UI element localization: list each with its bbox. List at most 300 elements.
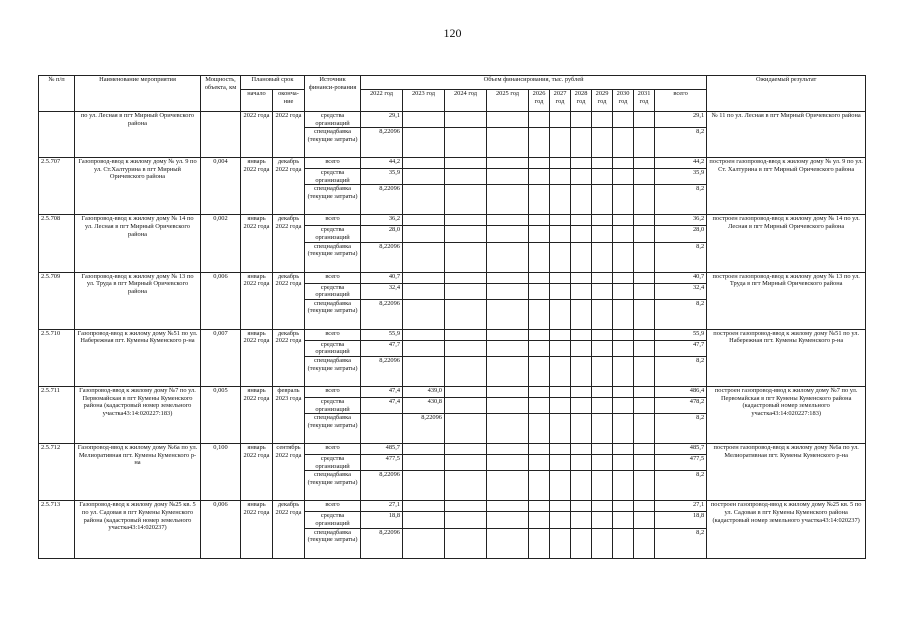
total-amount: 35,9 xyxy=(655,169,707,185)
header-year: 2031 год xyxy=(634,90,655,112)
header-num: № п/п xyxy=(39,76,75,112)
year-amount xyxy=(403,272,445,283)
year-amount xyxy=(445,226,487,242)
year-amount: 8,22096 xyxy=(403,414,445,444)
header-total: всего xyxy=(655,90,707,112)
start-date: январь 2022 года xyxy=(241,215,273,272)
row-number: 2.5.709 xyxy=(39,272,75,329)
year-amount xyxy=(613,471,634,501)
funding-source: спецнадбавка (текущие затраты) xyxy=(305,128,361,158)
total-amount: 486,4 xyxy=(655,386,707,397)
year-amount xyxy=(550,242,571,272)
year-amount xyxy=(571,501,592,512)
year-amount xyxy=(571,340,592,356)
year-amount xyxy=(487,112,529,128)
year-amount: 40,7 xyxy=(361,272,403,283)
year-amount: 485,7 xyxy=(361,444,403,455)
year-amount xyxy=(613,329,634,340)
funding-source: средства организаций xyxy=(305,397,361,413)
object-power: 0,005 xyxy=(201,386,241,443)
year-amount xyxy=(403,215,445,226)
funding-source: всего xyxy=(305,386,361,397)
object-power: 0,007 xyxy=(201,329,241,386)
year-amount xyxy=(571,215,592,226)
year-amount xyxy=(571,528,592,558)
year-amount xyxy=(613,215,634,226)
header-power: Мощность, объекта, км xyxy=(201,76,241,112)
year-amount xyxy=(571,512,592,528)
year-amount xyxy=(550,455,571,471)
year-amount xyxy=(487,283,529,299)
year-amount xyxy=(487,471,529,501)
year-amount xyxy=(592,272,613,283)
header-start: начало xyxy=(241,90,273,112)
year-amount xyxy=(445,112,487,128)
year-amount xyxy=(613,444,634,455)
year-amount xyxy=(445,329,487,340)
year-amount xyxy=(550,356,571,386)
year-amount: 44,2 xyxy=(361,158,403,169)
year-amount xyxy=(529,471,550,501)
year-amount xyxy=(529,283,550,299)
table-row xyxy=(39,329,866,340)
expected-result: построен газопровод-ввод к жилому дому № 13 по ул. Труда в пгт Мирный Оричевского района xyxy=(707,272,866,329)
year-amount xyxy=(445,501,487,512)
total-amount: 477,5 xyxy=(655,455,707,471)
measure-name: Газопровод-ввод к жилому дому № 13 по ул. Труда в пгт Мирный Оричевского района xyxy=(75,272,201,329)
year-amount xyxy=(592,414,613,444)
year-amount: 430,8 xyxy=(403,397,445,413)
measure-name: Газопровод-ввод к жилому дому №51 по ул. Набережная пгт. Кумены Куменского р-на xyxy=(75,329,201,386)
header-funding: Объем финансирования, тыс. рублей xyxy=(361,76,707,90)
year-amount: 8,22096 xyxy=(361,356,403,386)
row-number: 2.5.711 xyxy=(39,386,75,443)
year-amount: 439,0 xyxy=(403,386,445,397)
year-amount xyxy=(634,397,655,413)
year-amount xyxy=(592,329,613,340)
year-amount xyxy=(634,414,655,444)
header-period: Плановый срок xyxy=(241,76,305,90)
year-amount xyxy=(403,158,445,169)
table-row xyxy=(39,444,866,455)
year-amount xyxy=(550,397,571,413)
year-amount xyxy=(571,112,592,128)
year-amount: 8,22096 xyxy=(361,299,403,329)
start-date: январь 2022 года xyxy=(241,444,273,501)
header-year: 2027 год xyxy=(550,90,571,112)
year-amount xyxy=(592,185,613,215)
year-amount xyxy=(634,242,655,272)
year-amount xyxy=(529,128,550,158)
year-amount xyxy=(550,340,571,356)
year-amount xyxy=(634,386,655,397)
year-amount xyxy=(487,169,529,185)
row-number: 2.5.708 xyxy=(39,215,75,272)
start-date: 2022 года xyxy=(241,112,273,158)
year-amount xyxy=(445,128,487,158)
year-amount xyxy=(529,414,550,444)
year-amount xyxy=(571,455,592,471)
year-amount xyxy=(487,455,529,471)
expected-result: построен газопровод-ввод к жилому дому №7 по ул. Первомайская в пгт Кумены Куменского района (кадастровый номер земельного участка43:14:020227:183) xyxy=(707,386,866,443)
total-amount: 27,1 xyxy=(655,501,707,512)
end-date: февраль 2023 года xyxy=(273,386,305,443)
year-amount xyxy=(613,386,634,397)
year-amount: 8,22096 xyxy=(361,242,403,272)
year-amount xyxy=(403,471,445,501)
year-amount xyxy=(592,215,613,226)
year-amount xyxy=(634,272,655,283)
year-amount xyxy=(529,169,550,185)
year-amount xyxy=(592,283,613,299)
year-amount: 35,9 xyxy=(361,169,403,185)
funding-source: всего xyxy=(305,158,361,169)
total-amount: 8,2 xyxy=(655,185,707,215)
year-amount xyxy=(403,444,445,455)
year-amount xyxy=(403,501,445,512)
funding-source: средства организаций xyxy=(305,512,361,528)
funding-source: средства организаций xyxy=(305,455,361,471)
year-amount xyxy=(445,528,487,558)
row-number: 2.5.712 xyxy=(39,444,75,501)
year-amount: 28,0 xyxy=(361,226,403,242)
year-amount xyxy=(487,512,529,528)
year-amount xyxy=(634,501,655,512)
year-amount xyxy=(550,169,571,185)
total-amount: 8,2 xyxy=(655,242,707,272)
row-number: 2.5.713 xyxy=(39,501,75,558)
year-amount xyxy=(445,340,487,356)
year-amount xyxy=(592,386,613,397)
year-amount xyxy=(634,158,655,169)
year-amount xyxy=(592,455,613,471)
total-amount: 32,4 xyxy=(655,283,707,299)
year-amount xyxy=(403,356,445,386)
header-end: оконча-ние xyxy=(273,90,305,112)
year-amount xyxy=(403,512,445,528)
year-amount xyxy=(550,128,571,158)
table-row xyxy=(39,501,866,512)
year-amount xyxy=(445,455,487,471)
year-amount xyxy=(634,444,655,455)
year-amount xyxy=(487,340,529,356)
year-amount xyxy=(529,272,550,283)
year-amount xyxy=(529,356,550,386)
header-year: 2028 год xyxy=(571,90,592,112)
object-power: 0,100 xyxy=(201,444,241,501)
year-amount xyxy=(529,528,550,558)
year-amount xyxy=(550,528,571,558)
year-amount xyxy=(550,386,571,397)
year-amount xyxy=(487,158,529,169)
measure-name: Газопровод-ввод к жилому дому №25 кв. 5 по ул. Садовая в пгт Кумены Куменского района (кадастровый номер земельного участка43:14:020237) xyxy=(75,501,201,558)
total-amount: 36,2 xyxy=(655,215,707,226)
year-amount xyxy=(445,414,487,444)
year-amount: 47,4 xyxy=(361,386,403,397)
header-year: 2024 год xyxy=(445,90,487,112)
year-amount xyxy=(487,329,529,340)
table-row xyxy=(39,386,866,397)
expected-result: № 11 по ул. Лесная в пгт Мирный Оричевского района xyxy=(707,112,866,158)
start-date: январь 2022 года xyxy=(241,501,273,558)
funding-source: всего xyxy=(305,501,361,512)
header-year: 2026 год xyxy=(529,90,550,112)
year-amount xyxy=(487,242,529,272)
funding-source: средства организаций xyxy=(305,112,361,128)
object-power xyxy=(201,112,241,158)
year-amount: 8,22096 xyxy=(361,185,403,215)
expected-result: построен газопровод-ввод к жилому дому №25 кв. 5 по ул. Садовая в пгт Кумены Куменского района (кадастровый номер земельного участка43:14:020237) xyxy=(707,501,866,558)
year-amount xyxy=(571,329,592,340)
year-amount xyxy=(634,528,655,558)
year-amount xyxy=(487,397,529,413)
funding-source: средства организаций xyxy=(305,283,361,299)
year-amount xyxy=(445,283,487,299)
end-date: декабрь 2022 года xyxy=(273,501,305,558)
year-amount xyxy=(592,299,613,329)
year-amount xyxy=(613,272,634,283)
year-amount xyxy=(550,444,571,455)
year-amount xyxy=(613,414,634,444)
year-amount xyxy=(487,128,529,158)
year-amount xyxy=(529,215,550,226)
year-amount xyxy=(571,397,592,413)
funding-source: всего xyxy=(305,329,361,340)
year-amount xyxy=(571,299,592,329)
table-row xyxy=(39,158,866,169)
header-year: 2029 год xyxy=(592,90,613,112)
year-amount xyxy=(634,283,655,299)
year-amount: 8,22096 xyxy=(361,528,403,558)
header-result: Ожидаемый результат xyxy=(707,76,866,112)
year-amount xyxy=(613,299,634,329)
year-amount xyxy=(403,242,445,272)
year-amount: 477,5 xyxy=(361,455,403,471)
expected-result: построен газопровод-ввод к жилому дому №6а по ул. Мелиоративная пгт. Кумены Куменского р-на xyxy=(707,444,866,501)
object-power: 0,004 xyxy=(201,158,241,215)
year-amount xyxy=(592,512,613,528)
year-amount xyxy=(592,356,613,386)
year-amount xyxy=(487,386,529,397)
header-name: Наименование мероприятия xyxy=(75,76,201,112)
year-amount xyxy=(487,528,529,558)
year-amount xyxy=(613,128,634,158)
year-amount xyxy=(550,329,571,340)
total-amount: 8,2 xyxy=(655,299,707,329)
year-amount xyxy=(571,226,592,242)
year-amount xyxy=(592,397,613,413)
year-amount xyxy=(592,340,613,356)
year-amount xyxy=(634,215,655,226)
year-amount xyxy=(529,226,550,242)
year-amount xyxy=(487,299,529,329)
total-amount: 44,2 xyxy=(655,158,707,169)
year-amount xyxy=(445,356,487,386)
year-amount xyxy=(550,471,571,501)
end-date: декабрь 2022 года xyxy=(273,272,305,329)
funding-source: спецнадбавка (текущие затраты) xyxy=(305,185,361,215)
year-amount xyxy=(550,512,571,528)
year-amount xyxy=(487,356,529,386)
year-amount xyxy=(529,340,550,356)
year-amount xyxy=(571,169,592,185)
year-amount xyxy=(613,112,634,128)
year-amount: 36,2 xyxy=(361,215,403,226)
year-amount xyxy=(445,471,487,501)
year-amount xyxy=(592,501,613,512)
header-source: Источник финанси-рования xyxy=(305,76,361,112)
year-amount xyxy=(550,185,571,215)
year-amount xyxy=(445,386,487,397)
year-amount xyxy=(445,512,487,528)
total-amount: 8,2 xyxy=(655,128,707,158)
year-amount xyxy=(445,158,487,169)
year-amount xyxy=(445,185,487,215)
year-amount xyxy=(634,128,655,158)
year-amount xyxy=(403,528,445,558)
year-amount xyxy=(613,397,634,413)
year-amount xyxy=(529,242,550,272)
year-amount xyxy=(592,158,613,169)
year-amount xyxy=(592,444,613,455)
measure-name: по ул. Лесная в пгт Мирный Оричевского района xyxy=(75,112,201,158)
year-amount xyxy=(571,414,592,444)
year-amount xyxy=(592,242,613,272)
year-amount xyxy=(634,226,655,242)
financing-table xyxy=(38,75,866,559)
year-amount xyxy=(613,185,634,215)
funding-source: спецнадбавка (текущие затраты) xyxy=(305,299,361,329)
end-date: декабрь 2022 года xyxy=(273,329,305,386)
funding-source: всего xyxy=(305,272,361,283)
year-amount xyxy=(550,414,571,444)
measure-name: Газопровод-ввод к жилому дому №7 по ул. Первомайская в пгт Кумены Куменского района (кадастровый номер земельного участка43:14:020227:183) xyxy=(75,386,201,443)
funding-source: спецнадбавка (текущие затраты) xyxy=(305,356,361,386)
year-amount xyxy=(613,501,634,512)
year-amount xyxy=(592,128,613,158)
year-amount xyxy=(613,158,634,169)
year-amount xyxy=(445,272,487,283)
funding-source: средства организаций xyxy=(305,340,361,356)
year-amount xyxy=(487,272,529,283)
year-amount xyxy=(571,272,592,283)
year-amount xyxy=(592,169,613,185)
total-amount: 18,8 xyxy=(655,512,707,528)
year-amount xyxy=(571,471,592,501)
funding-source: всего xyxy=(305,215,361,226)
year-amount xyxy=(613,242,634,272)
year-amount xyxy=(592,528,613,558)
year-amount: 27,1 xyxy=(361,501,403,512)
funding-source: спецнадбавка (текущие затраты) xyxy=(305,471,361,501)
total-amount: 29,1 xyxy=(655,112,707,128)
year-amount xyxy=(571,128,592,158)
total-amount: 28,0 xyxy=(655,226,707,242)
table-row xyxy=(39,112,866,128)
year-amount xyxy=(403,299,445,329)
year-amount xyxy=(634,299,655,329)
row-number xyxy=(39,112,75,158)
total-amount: 8,2 xyxy=(655,528,707,558)
row-number: 2.5.707 xyxy=(39,158,75,215)
total-amount: 55,9 xyxy=(655,329,707,340)
year-amount xyxy=(571,386,592,397)
year-amount xyxy=(403,329,445,340)
funding-source: всего xyxy=(305,444,361,455)
expected-result: построен газопровод-ввод к жилому дому № ул. 9 по ул. Ст. Халтурина в пгт Мирный Оричевского района xyxy=(707,158,866,215)
year-amount xyxy=(403,169,445,185)
start-date: январь 2022 года xyxy=(241,386,273,443)
year-amount xyxy=(634,340,655,356)
year-amount xyxy=(445,215,487,226)
year-amount xyxy=(361,414,403,444)
year-amount xyxy=(592,226,613,242)
measure-name: Газопровод-ввод к жилому дому №6а по ул. Мелиоративная пгт. Кумены Куменского р-на xyxy=(75,444,201,501)
year-amount: 29,1 xyxy=(361,112,403,128)
year-amount xyxy=(613,283,634,299)
year-amount xyxy=(592,112,613,128)
object-power: 0,002 xyxy=(201,215,241,272)
year-amount: 8,22096 xyxy=(361,128,403,158)
year-amount xyxy=(571,444,592,455)
year-amount xyxy=(403,283,445,299)
year-amount xyxy=(613,528,634,558)
year-amount: 47,4 xyxy=(361,397,403,413)
year-amount xyxy=(571,283,592,299)
year-amount xyxy=(529,397,550,413)
year-amount xyxy=(550,299,571,329)
year-amount xyxy=(487,215,529,226)
year-amount xyxy=(445,397,487,413)
year-amount: 55,9 xyxy=(361,329,403,340)
funding-source: средства организаций xyxy=(305,169,361,185)
year-amount xyxy=(487,185,529,215)
year-amount xyxy=(571,185,592,215)
year-amount xyxy=(529,158,550,169)
year-amount xyxy=(529,112,550,128)
year-amount xyxy=(487,226,529,242)
header-year: 2023 год xyxy=(403,90,445,112)
year-amount xyxy=(613,226,634,242)
expected-result: построен газопровод-ввод к жилому дому № 14 по ул. Лесная в пгт Мирный Оричевского района xyxy=(707,215,866,272)
year-amount xyxy=(529,185,550,215)
year-amount xyxy=(634,512,655,528)
year-amount: 18,8 xyxy=(361,512,403,528)
end-date: декабрь 2022 года xyxy=(273,158,305,215)
total-amount: 478,2 xyxy=(655,397,707,413)
year-amount xyxy=(550,272,571,283)
header-year: 2030 год xyxy=(613,90,634,112)
measure-name: Газопровод-ввод к жилому дому № ул. 9 по ул. Ст.Халтурина в пгт Мирный Оричевского района xyxy=(75,158,201,215)
funding-source: спецнадбавка (текущие затраты) xyxy=(305,528,361,558)
year-amount: 32,4 xyxy=(361,283,403,299)
end-date: 2022 года xyxy=(273,112,305,158)
year-amount xyxy=(634,356,655,386)
year-amount xyxy=(613,356,634,386)
year-amount xyxy=(445,169,487,185)
year-amount xyxy=(550,501,571,512)
year-amount xyxy=(403,128,445,158)
year-amount xyxy=(550,226,571,242)
year-amount xyxy=(550,215,571,226)
year-amount xyxy=(592,471,613,501)
year-amount xyxy=(613,512,634,528)
year-amount xyxy=(529,329,550,340)
measure-name: Газопровод-ввод к жилому дому № 14 по ул. Лесная в пгт Мирный Оричевского района xyxy=(75,215,201,272)
header-year: 2022 год xyxy=(361,90,403,112)
header-year: 2025 год xyxy=(487,90,529,112)
year-amount xyxy=(445,444,487,455)
